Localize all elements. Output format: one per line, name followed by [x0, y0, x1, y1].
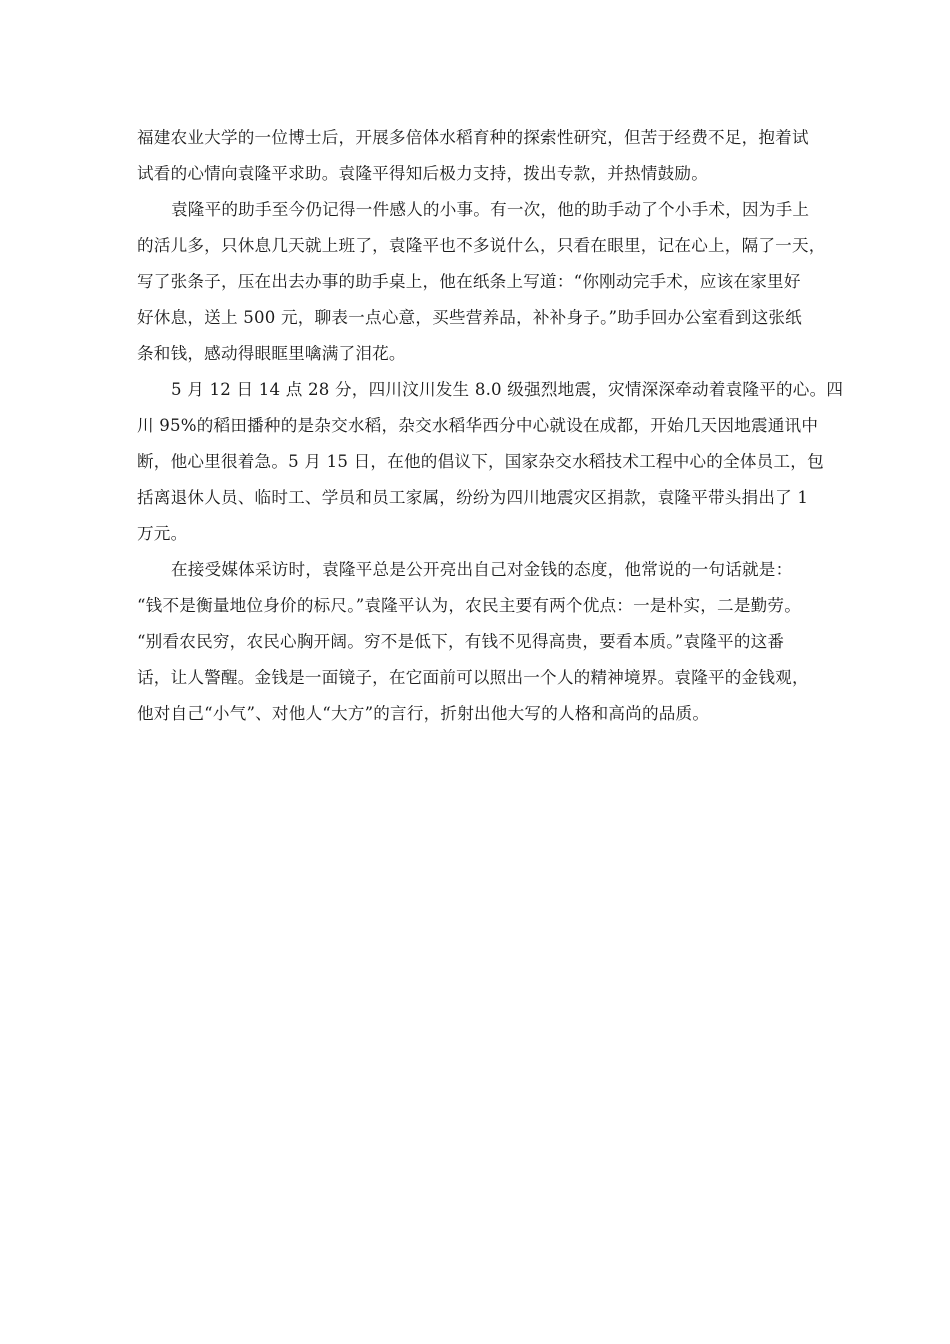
text-line: 福建农业大学的一位博士后，开展多倍体水稻育种的探索性研究，但苦于经费不足，抱着试 — [137, 128, 809, 147]
paragraph-4 — [137, 552, 827, 732]
text-line: 条和钱，感动得眼眶里噙满了泪花。 — [137, 344, 406, 363]
text-line: 断，他心里很着急。5 月 15 日，在他的倡议下，国家杂交水稻技术工程中心的全体员工，包 — [137, 452, 824, 471]
article-body — [137, 120, 844, 732]
text-line: 的活儿多，只休息几天就上班了，袁隆平也不多说什么，只看在眼里，记在心上，隔了一天， — [137, 236, 826, 255]
text-line: 5 月 12 日 14 点 28 分，四川汶川发生 8.0 级强烈地震，灾情深深牵动着袁隆平的心。四 — [171, 380, 844, 399]
text-line: 话，让人警醒。金钱是一面镜子，在它面前可以照出一个人的精神境界。袁隆平的金钱观， — [137, 668, 809, 687]
text-line: 括离退休人员、临时工、学员和员工家属，纷纷为四川地震灾区捐款，袁隆平带头捐出了 1 — [137, 488, 809, 507]
text-line: 写了张条子，压在出去办事的助手桌上，他在纸条上写道：“你刚动完手术，应该在家里好 — [137, 272, 801, 291]
paragraph-3 — [137, 372, 844, 552]
text-line: 他对自己“小气”、对他人“大方”的言行，折射出他大写的人格和高尚的品质。 — [137, 704, 710, 723]
text-line: “钱不是衡量地位身价的标尺。”袁隆平认为，农民主要有两个优点：一是朴实，二是勤劳。 — [137, 596, 802, 615]
paragraph-1 — [137, 120, 827, 192]
text-line: 试看的心情向袁隆平求助。袁隆平得知后极力支持，拨出专款，并热情鼓励。 — [137, 164, 708, 183]
text-line: 在接受媒体采访时，袁隆平总是公开亮出自己对金钱的态度，他常说的一句话就是： — [171, 560, 793, 579]
paragraph-2 — [137, 192, 827, 372]
text-line: 万元。 — [137, 524, 188, 543]
text-line: 好休息，送上 500 元，聊表一点心意，买些营养品，补补身子。”助手回办公室看到这张纸 — [137, 308, 802, 327]
text-line: 袁隆平的助手至今仍记得一件感人的小事。有一次，他的助手动了个小手术，因为手上 — [171, 200, 810, 219]
text-line: 川 95%的稻田播种的是杂交水稻，杂交水稻华西分中心就设在成都，开始几天因地震通讯中 — [137, 416, 819, 435]
text-line: “别看农民穷，农民心胸开阔。穷不是低下，有钱不见得高贵，要看本质。”袁隆平的这番 — [137, 632, 785, 651]
